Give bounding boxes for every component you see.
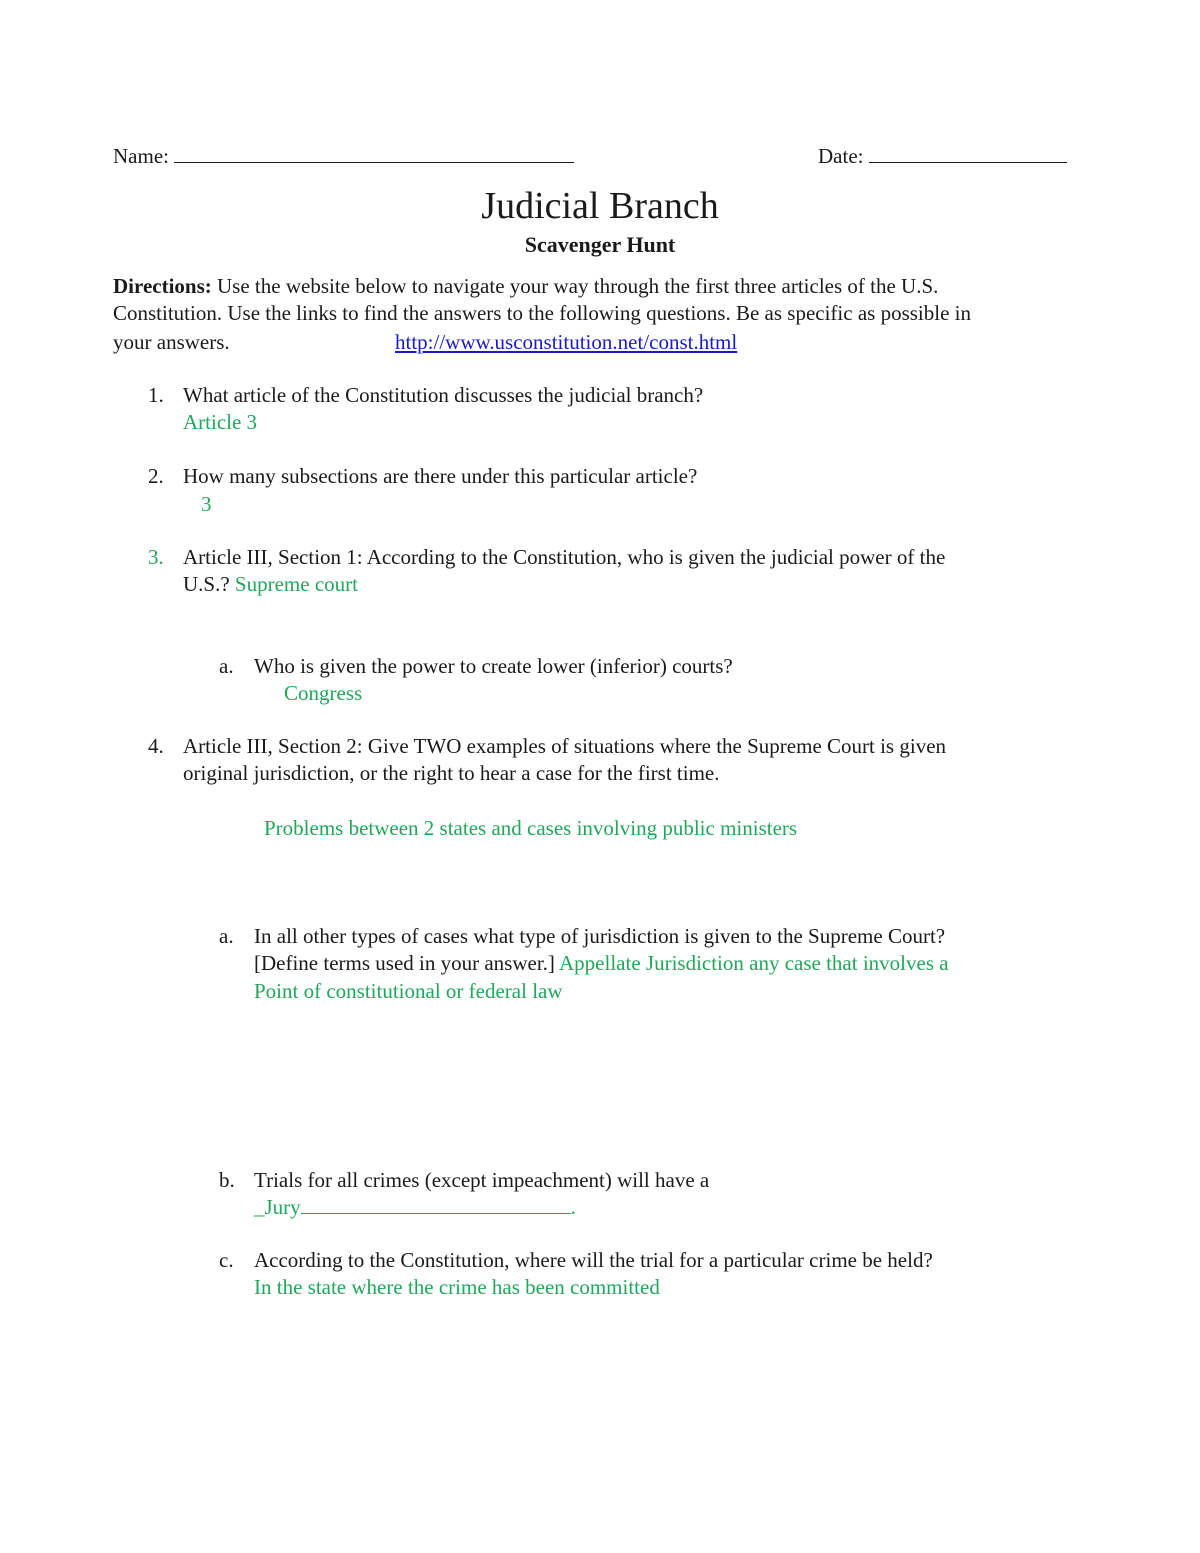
directions-line-1 — [113, 274, 938, 299]
q4a-answer-line-2: Point of constitutional or federal law — [254, 979, 563, 1003]
date-field — [818, 144, 1067, 169]
name-blank[interactable] — [174, 144, 574, 163]
q1-answer: Article 3 — [183, 410, 258, 434]
q4a-text-end: [Define terms used in your answer.] — [254, 951, 555, 975]
q4b-answer-line — [254, 1195, 576, 1220]
name-field — [113, 144, 574, 169]
q4a-text-line-1: In all other types of cases what type of jurisdiction is given to the Supreme Court? — [254, 924, 946, 948]
q4c-text: According to the Constitution, where will the trial for a particular crime be held? — [254, 1248, 933, 1272]
q4a-answer-line-1: Appellate Jurisdiction any case that involves a — [559, 951, 949, 975]
q2-text: How many subsections are there under this particular article? — [183, 464, 698, 488]
q4-text-line-2: original jurisdiction, or the right to hear a case for the first time. — [183, 761, 720, 785]
q1-number: 1. — [148, 383, 164, 407]
q2-number: 2. — [148, 464, 164, 488]
q3-number: 3. — [148, 545, 164, 569]
q3a-answer: Congress — [284, 681, 363, 705]
q4c-letter: c. — [219, 1248, 234, 1272]
directions-line-2: Constitution. Use the links to find the answers to the following questions. Be as specific as possible in — [113, 301, 971, 325]
q4b-period: . — [570, 1195, 576, 1219]
q3a-letter: a. — [219, 654, 234, 678]
q4-text-line-1: Article III, Section 2: Give TWO examples of situations where the Supreme Court is given — [183, 734, 947, 758]
name-label: Name: — [113, 144, 169, 168]
page-subtitle: Scavenger Hunt — [524, 232, 676, 257]
q4-number: 4. — [148, 734, 164, 758]
q1-text: What article of the Constitution discusses the judicial branch? — [183, 383, 704, 407]
directions-line-3: your answers. — [113, 330, 230, 354]
date-blank[interactable] — [869, 144, 1067, 163]
directions-label: Directions: — [113, 274, 212, 298]
q4b-blank[interactable] — [301, 1195, 571, 1214]
q3-text-line-2 — [183, 572, 358, 597]
date-label: Date: — [818, 144, 864, 168]
q2-answer: 3 — [201, 492, 212, 516]
q3-text-end: U.S.? — [183, 572, 230, 596]
directions-text-1: Use the website below to navigate your way through the first three articles of the U.S. — [217, 274, 939, 298]
q3a-text: Who is given the power to create lower (inferior) courts? — [254, 654, 733, 678]
q3-answer: Supreme court — [234, 572, 358, 596]
q4b-answer: _Jury — [254, 1195, 301, 1219]
q4b-letter: b. — [219, 1168, 235, 1192]
q3-text-line-1: Article III, Section 1: According to the Constitution, who is given the judicial power of the — [183, 545, 946, 569]
q4a-text-line-2 — [254, 951, 949, 976]
constitution-link[interactable]: http://www.usconstitution.net/const.html — [395, 330, 738, 354]
q4c-answer: In the state where the crime has been committed — [254, 1275, 660, 1299]
q4b-text: Trials for all crimes (except impeachment) will have a — [254, 1168, 710, 1192]
q4a-letter: a. — [219, 924, 234, 948]
page-title: Judicial Branch — [481, 185, 719, 227]
q4-answer: Problems between 2 states and cases involving public ministers — [264, 816, 798, 840]
